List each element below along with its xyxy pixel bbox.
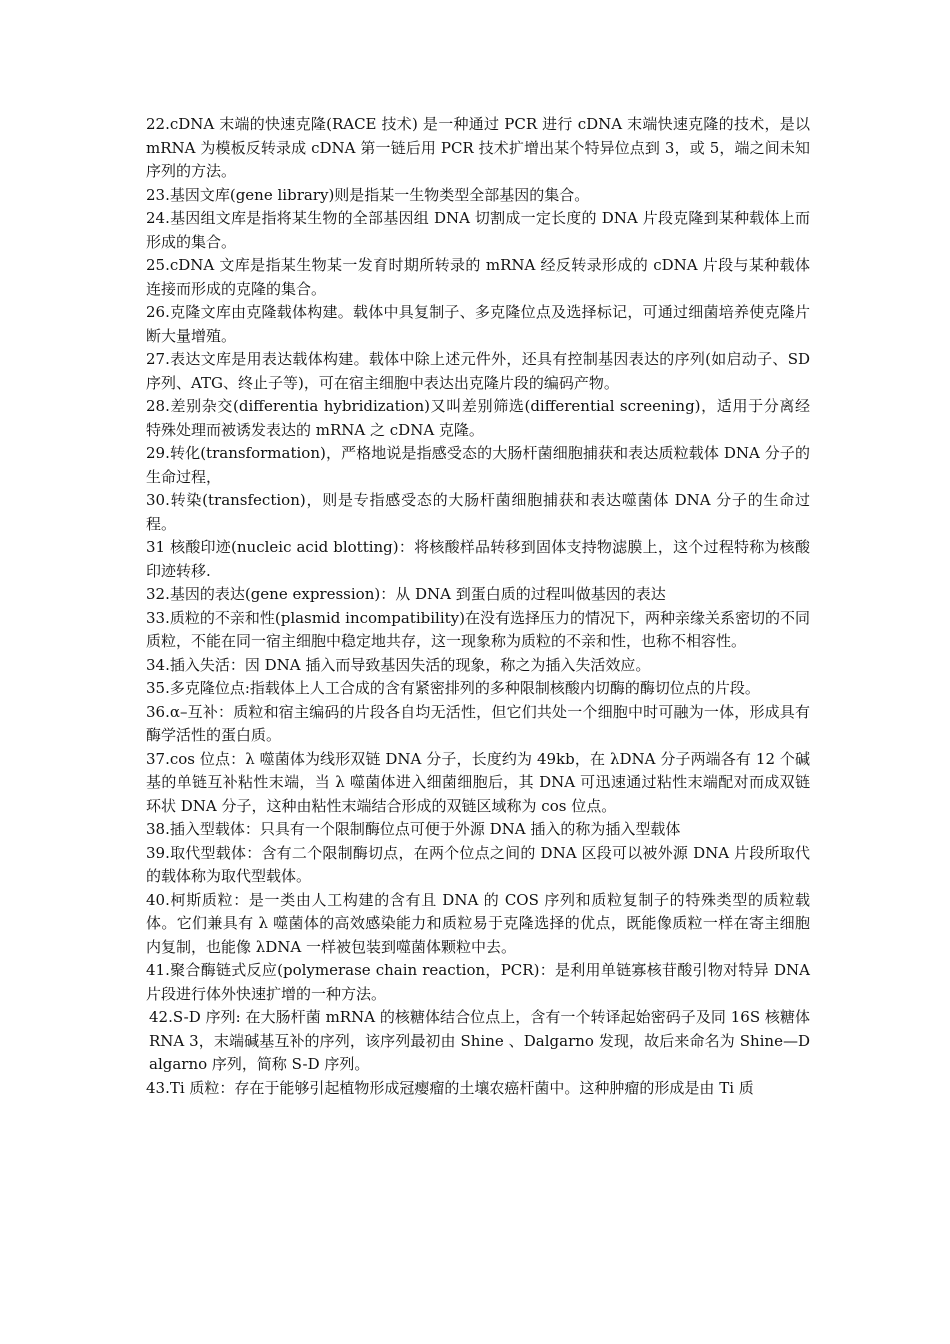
paragraph-36: 36.α–互补：质粒和宿主编码的片段各自均无活性，但它们共处一个细胞中时可融为一体，形成具有酶学活性的蛋白质。: [146, 702, 810, 744]
paragraph-29: 29.转化(transformation)，严格地说是指感受态的大肠杆菌细胞捕获和表达质粒载体 DNA 分子的生命过程，: [146, 444, 810, 486]
paragraph-32: 32.基因的表达(gene expression)：从 DNA 到蛋白质的过程叫做基因的表达: [146, 585, 666, 603]
paragraph-38: 38.插入型载体：只具有一个限制酶位点可便于外源 DNA 插入的称为插入型载体: [146, 820, 681, 838]
paragraph-31: 31 核酸印迹(nucleic acid blotting)：将核酸样品转移到固体支持物滤膜上，这个过程特称为核酸印迹转移.: [146, 538, 810, 580]
paragraph-34: 34.插入失活：因 DNA 插入而导致基因失活的现象，称之为插入失活效应。: [146, 655, 651, 674]
paragraph-23: 23.基因文库(gene library)则是指某一生物类型全部基因的集合。: [146, 185, 590, 204]
paragraph-26: 26.克隆文库由克隆载体构建。载体中具复制子、多克隆位点及选择标记，可通过细菌培养使克隆片断大量增殖。: [146, 303, 810, 345]
paragraph-25: 25.cDNA 文库是指某生物某一发育时期所转录的 mRNA 经反转录形成的 cDNA 片段与某种载体连接而形成的克隆的集合。: [146, 256, 810, 298]
paragraph-30: 30.转染(transfection)，则是专指感受态的大肠杆菌细胞捕获和表达噬菌体 DNA 分子的生命过程。: [146, 491, 810, 533]
paragraph-37: 37.cos 位点：λ 噬菌体为线形双链 DNA 分子，长度约为 49kb，在 λDNA 分子两端各有 12 个碱基的单链互补粘性末端，当 λ 噬菌体进入细菌细胞后，其 DNA 可迅速通过粘性末端配对而成双链环状 DNA 分子，这种由粘性末端结合形成的双链区域称为 cos 位点。: [146, 749, 810, 815]
paragraph-40: 40.柯斯质粒：是一类由人工构建的含有且 DNA 的 COS 序列和质粒复制子的特殊类型的质粒载体。它们兼具有 λ 噬菌体的高效感染能力和质粒易于克隆选择的优点，既能像质粒一样在寄主细胞内复制，也能像 λDNA 一样被包装到噬菌体颗粒中去。: [146, 890, 810, 956]
paragraph-33: 33.质粒的不亲和性(plasmid incompatibility)在没有选择压力的情况下，两种亲缘关系密切的不同质粒，不能在同一宿主细胞中稳定地共存，这一现象称为质粒的不亲和性，也称不相容性。: [146, 608, 810, 650]
paragraph-43: 43.Ti 质粒：存在于能够引起植物形成冠瘿瘤的土壤农癌杆菌中。这种肿瘤的形成是由 Ti 质: [146, 1078, 754, 1097]
document-body: [146, 113, 810, 1100]
paragraph-42: 42.S-D 序列: 在大肠杆菌 mRNA 的核糖体结合位点上，含有一个转译起始密码子及同 16S 核糖体 RNA 3，末端碱基互补的序列，该序列最初由 Shine 、Dalgarno 发现，故后来命名为 Shine—Dalgarno 序列，简称 S-D 序列。: [149, 1008, 810, 1073]
paragraph-39: 39.取代型载体：含有二个限制酶切点，在两个位点之间的 DNA 区段可以被外源 DNA 片段所取代的载体称为取代型载体。: [146, 843, 810, 885]
paragraph-41: 41.聚合酶链式反应(polymerase chain reaction，PCR)：是利用单链寡核苷酸引物对特异 DNA 片段进行体外快速扩增的一种方法。: [146, 961, 810, 1003]
paragraph-35: 35.多克隆位点:指载体上人工合成的含有紧密排列的多种限制核酸内切酶的酶切位点的片段。: [146, 679, 760, 697]
paragraph-24: 24.基因组文库是指将某生物的全部基因组 DNA 切割成一定长度的 DNA 片段克隆到某种载体上而形成的集合。: [146, 209, 810, 251]
paragraph-28: 28.差别杂交(differentia hybridization)又叫差别筛选(differential screening)，适用于分离经特殊处理而被诱发表达的 mRNA 之 cDNA 克隆。: [146, 397, 810, 439]
paragraph-22: 22.cDNA 末端的快速克隆(RACE 技术) 是一种通过 PCR 进行 cDNA 末端快速克隆的技术，是以 mRNA 为模板反转录成 cDNA 第一链后用 PCR 技术扩增出某个特异位点到 3，或 5，端之间未知序列的方法。: [146, 115, 810, 180]
paragraph-27: 27.表达文库是用表达载体构建。载体中除上述元件外，还具有控制基因表达的序列(如启动子、SD 序列、ATG、终止子等)，可在宿主细胞中表达出克隆片段的编码产物。: [146, 350, 810, 392]
